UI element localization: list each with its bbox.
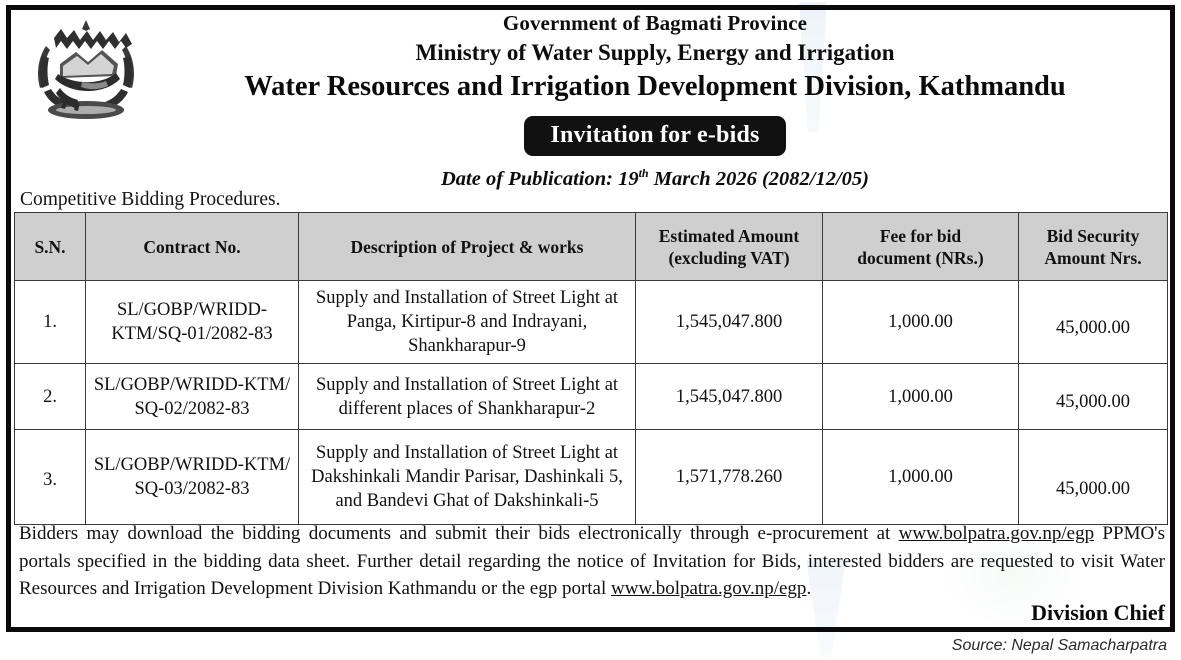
cell-sn: 2. [15, 364, 86, 430]
col-header-sn [15, 213, 86, 281]
header-line-ministry: Ministry of Water Supply, Energy and Irrigation [415, 40, 895, 65]
table-row [15, 430, 1168, 525]
cell-bid-security: 45,000.00 [1019, 364, 1168, 430]
col-header-bid-security [1019, 213, 1168, 281]
col-header-description-l1: Description of Project & works [350, 236, 584, 257]
document-header [150, 10, 1160, 105]
col-header-contract-no-l1: Contract No. [143, 236, 241, 257]
footer-text-part1: Bidders may download the bidding documents and submit their bids electronically through e-procurement at [19, 523, 899, 544]
table-header-row [15, 213, 1168, 281]
cell-sn: 3. [15, 430, 86, 525]
col-header-estimated-amount-l1: Estimated Amount [658, 225, 800, 246]
cell-contract-no: SL/GOBP/WRIDD-KTM/SQ-01/2082-83 [86, 281, 299, 364]
col-header-fee-l1: Fee for bid [879, 225, 962, 246]
banner-container [150, 116, 1160, 156]
cell-estimated-amount: 1,545,047.800 [636, 281, 823, 364]
col-header-bid-security-l2: Amount Nrs. [1044, 247, 1142, 268]
bolpatra-link-1[interactable]: www.bolpatra.gov.np/egp [898, 523, 1095, 544]
invitation-banner: Invitation for e-bids [524, 116, 785, 156]
footer-paragraph [19, 520, 1165, 603]
publication-date [150, 160, 1160, 192]
col-header-estimated-amount-l2: (excluding VAT) [668, 247, 790, 268]
cell-description: Supply and Installation of Street Light at Panga, Kirtipur-8 and Indrayani, Shankharapur-9 [299, 281, 636, 364]
cell-fee: 1,000.00 [823, 281, 1019, 364]
table-row [15, 364, 1168, 430]
bids-table [14, 212, 1168, 525]
cell-estimated-amount: 1,571,778.260 [636, 430, 823, 525]
header-line-government: Government of Bagmati Province [502, 11, 808, 35]
cell-fee: 1,000.00 [823, 430, 1019, 525]
intro-line: Competitive Bidding Procedures. [20, 189, 281, 210]
publication-date-ordinal: th [638, 166, 649, 180]
cell-bid-security: 45,000.00 [1019, 430, 1168, 525]
source-attribution: Source: Nepal Samacharpatra [951, 637, 1167, 654]
cell-sn: 1. [15, 281, 86, 364]
signature-division-chief: Division Chief [1031, 600, 1165, 625]
cell-description: Supply and Installation of Street Light at Dakshinkali Mandir Parisar, Dashinkali 5, and Bandevi Ghat of Dakshinkali-5 [299, 430, 636, 525]
footer-text-part3: . [806, 578, 812, 599]
table-row [15, 281, 1168, 364]
publication-date-suffix: March 2026 (2082/12/05) [648, 167, 869, 190]
header-line-division: Water Resources and Irrigation Development Division, Kathmandu [244, 71, 1066, 102]
cell-description: Supply and Installation of Street Light at different places of Shankharapur-2 [299, 364, 636, 430]
col-header-description [299, 213, 636, 281]
col-header-fee-l2: document (NRs.) [857, 247, 984, 268]
col-header-fee [823, 213, 1019, 281]
col-header-estimated-amount [636, 213, 823, 281]
publication-date-prefix: Date of Publication: 19 [441, 167, 639, 190]
cell-bid-security: 45,000.00 [1019, 281, 1168, 364]
cell-fee: 1,000.00 [823, 364, 1019, 430]
bolpatra-link-2[interactable]: www.bolpatra.gov.np/egp [611, 578, 807, 599]
col-header-sn-l1: S.N. [34, 236, 66, 257]
footer-text-part2: PPMO's portals specified in the bidding data sheet. Further detail regarding the notice of Invitation for Bids, interested bidders are requested to visit Water Resources and Irrigation Development Division Kathmandu or the egp portal [19, 523, 1165, 599]
bagmati-province-emblem-icon [16, 12, 156, 130]
cell-estimated-amount: 1,545,047.800 [636, 364, 823, 430]
col-header-contract-no [86, 213, 299, 281]
cell-contract-no: SL/GOBP/WRIDD-KTM/ SQ-03/2082-83 [86, 430, 299, 525]
cell-contract-no: SL/GOBP/WRIDD-KTM/ SQ-02/2082-83 [86, 364, 299, 430]
col-header-bid-security-l1: Bid Security [1046, 225, 1140, 246]
